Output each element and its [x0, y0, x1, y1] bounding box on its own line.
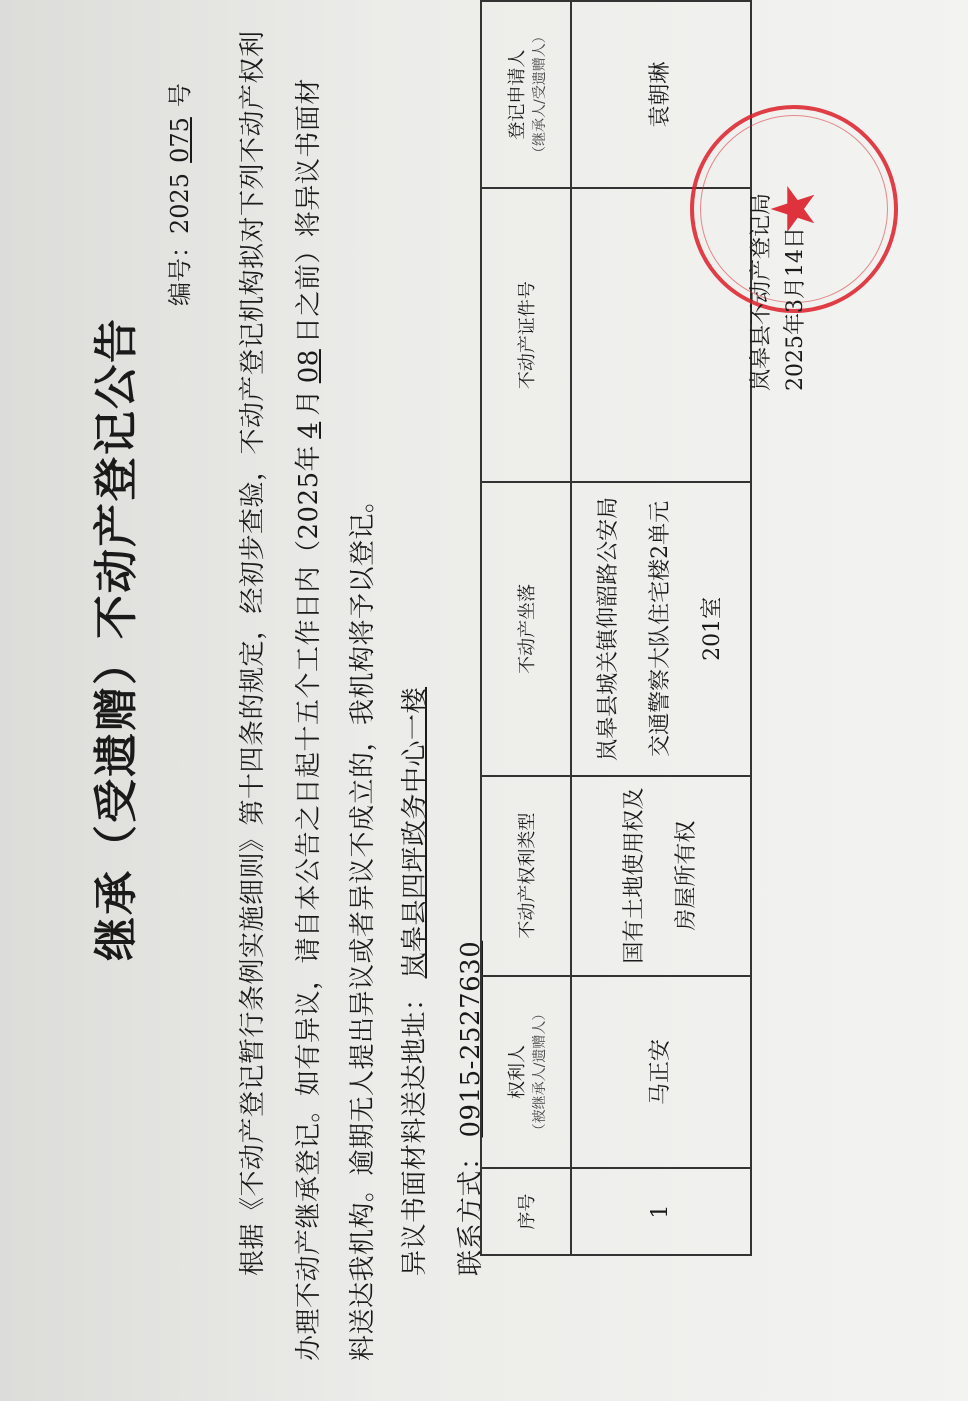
issuer-block [745, 193, 813, 391]
cell-holder: 马正安 [571, 976, 751, 1169]
cell-applicant: 袁朝琳 [571, 1, 751, 188]
header-applicant-sub: （继承人/受遗赠人） [532, 29, 548, 160]
body-line-3: 料送达我机构。逾期无人提出异议或者异议不成立的，我机构将予以登记。 [348, 486, 378, 1361]
header-seq: 序号 [481, 1168, 571, 1255]
star-icon: ★ [759, 182, 829, 236]
contact-label: 联系方式： [456, 1143, 486, 1276]
page-title: 继承（受遗赠）不动产登记公告 [91, 317, 142, 961]
document-number [160, 83, 195, 306]
issuer-name: 岚皋县不动产登记局 [749, 192, 774, 391]
doc-number-prefix: 编号： [166, 234, 194, 306]
header-right-type: 不动产权利类型 [481, 776, 571, 976]
header-cert-no: 不动产证件号 [481, 188, 571, 482]
contact-value: 0915-2527630 [456, 940, 486, 1138]
deadline-year: 2025 [294, 471, 324, 540]
header-holder-label: 权利人 [507, 1044, 528, 1099]
body-line-2a: 办理不动产继承登记。如有异议，请自本公告之日起十五个工作日内（ [294, 539, 324, 1361]
body-line-2d: 日之前）将异议书面材 [294, 78, 324, 344]
address-label: 异议书面材料送达地址： [400, 984, 430, 1276]
address-line [394, 0, 431, 1276]
header-applicant [481, 1, 571, 188]
deadline-day: 08 [294, 349, 324, 384]
body-line-2c: 月 [294, 389, 324, 416]
cell-seq: 1 [571, 1168, 751, 1255]
deadline-month: 4 [294, 421, 324, 439]
cell-location: 岚皋县城关镇仰韶路公安局交通警察大队住宅楼2单元201室 [571, 482, 751, 775]
body-line-1: 根据《不动产登记暂行条例实施细则》第十四条的规定，经初步查验，不动产登记机构拟对下列不动产权利 [238, 30, 268, 1276]
issue-date: 2025年3月14日 [783, 227, 808, 391]
doc-number-suffix: 号 [166, 83, 194, 108]
header-location: 不动产坐落 [481, 482, 571, 775]
table-header-row [481, 1, 571, 1255]
body-line-2b: 年 [294, 444, 324, 472]
cell-right-type: 国有土地使用权及房屋所有权 [571, 776, 751, 976]
doc-number-year: 2025 [166, 172, 194, 234]
address-value: 岚皋县四坪政务中心一楼 [400, 686, 430, 979]
doc-number-value: 075 [166, 117, 194, 163]
body-line-2 [288, 61, 325, 1361]
header-applicant-label: 登记申请人 [507, 49, 528, 140]
header-holder-sub: （被继承人/遗赠人） [532, 1006, 548, 1138]
header-holder [481, 976, 571, 1169]
